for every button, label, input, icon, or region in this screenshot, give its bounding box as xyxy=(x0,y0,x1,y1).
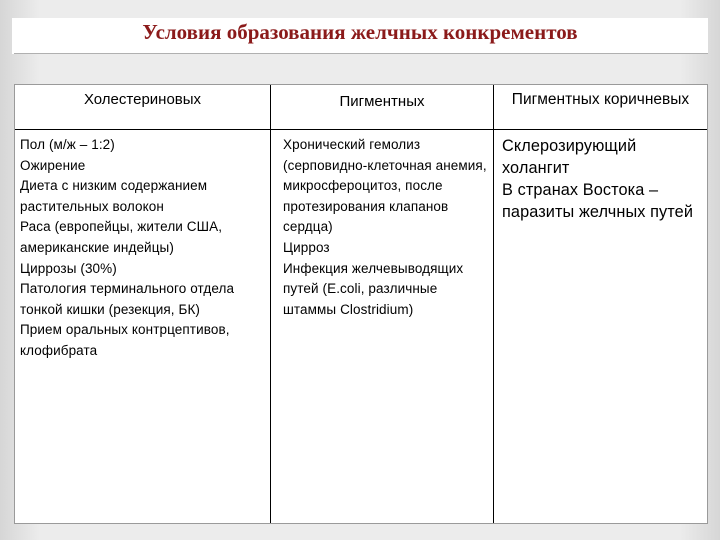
condition-item: Ожирение xyxy=(20,157,86,173)
title-underline xyxy=(14,53,708,54)
condition-item: Инфекция желчевыводящих путей (E.coli, различные штаммы Clostridium) xyxy=(283,260,464,317)
condition-item: Раса (европейцы, жители США, американские индейцы) xyxy=(20,219,223,255)
pigment-conditions xyxy=(283,135,491,320)
condition-item: Прием оральных контрцептивов, клофибрата xyxy=(20,322,230,358)
column-divider-1 xyxy=(270,85,271,523)
header-divider xyxy=(15,129,707,130)
header-cholesterol: Холестериновых xyxy=(83,91,202,108)
condition-item: Патология терминального отдела тонкой кишки (резекция, БК) xyxy=(20,281,235,317)
header-pigment-brown: Пигментных коричневых xyxy=(511,91,690,108)
pigment-brown-conditions xyxy=(502,135,706,223)
header-pigment: Пигментных xyxy=(339,93,425,110)
condition-item: Склерозирующий холангит xyxy=(502,137,637,177)
condition-item: Хронический гемолиз (серповидно-клеточная анемия, микросфероцитоз, после протезирования клапанов сердца) xyxy=(283,137,487,235)
condition-item: Циррозы (30%) xyxy=(20,260,117,276)
cholesterol-conditions xyxy=(20,135,268,362)
condition-item: Диета с низким содержанием растительных волокон xyxy=(20,178,208,214)
condition-item: Цирроз xyxy=(283,239,330,255)
column-divider-2 xyxy=(493,85,494,523)
conditions-table xyxy=(14,84,708,524)
condition-item: Пол (м/ж – 1:2) xyxy=(20,137,115,152)
condition-item: В странах Востока – паразиты желчных путей xyxy=(502,181,694,221)
slide-title: Условия образования желчных конкрементов xyxy=(142,20,578,44)
